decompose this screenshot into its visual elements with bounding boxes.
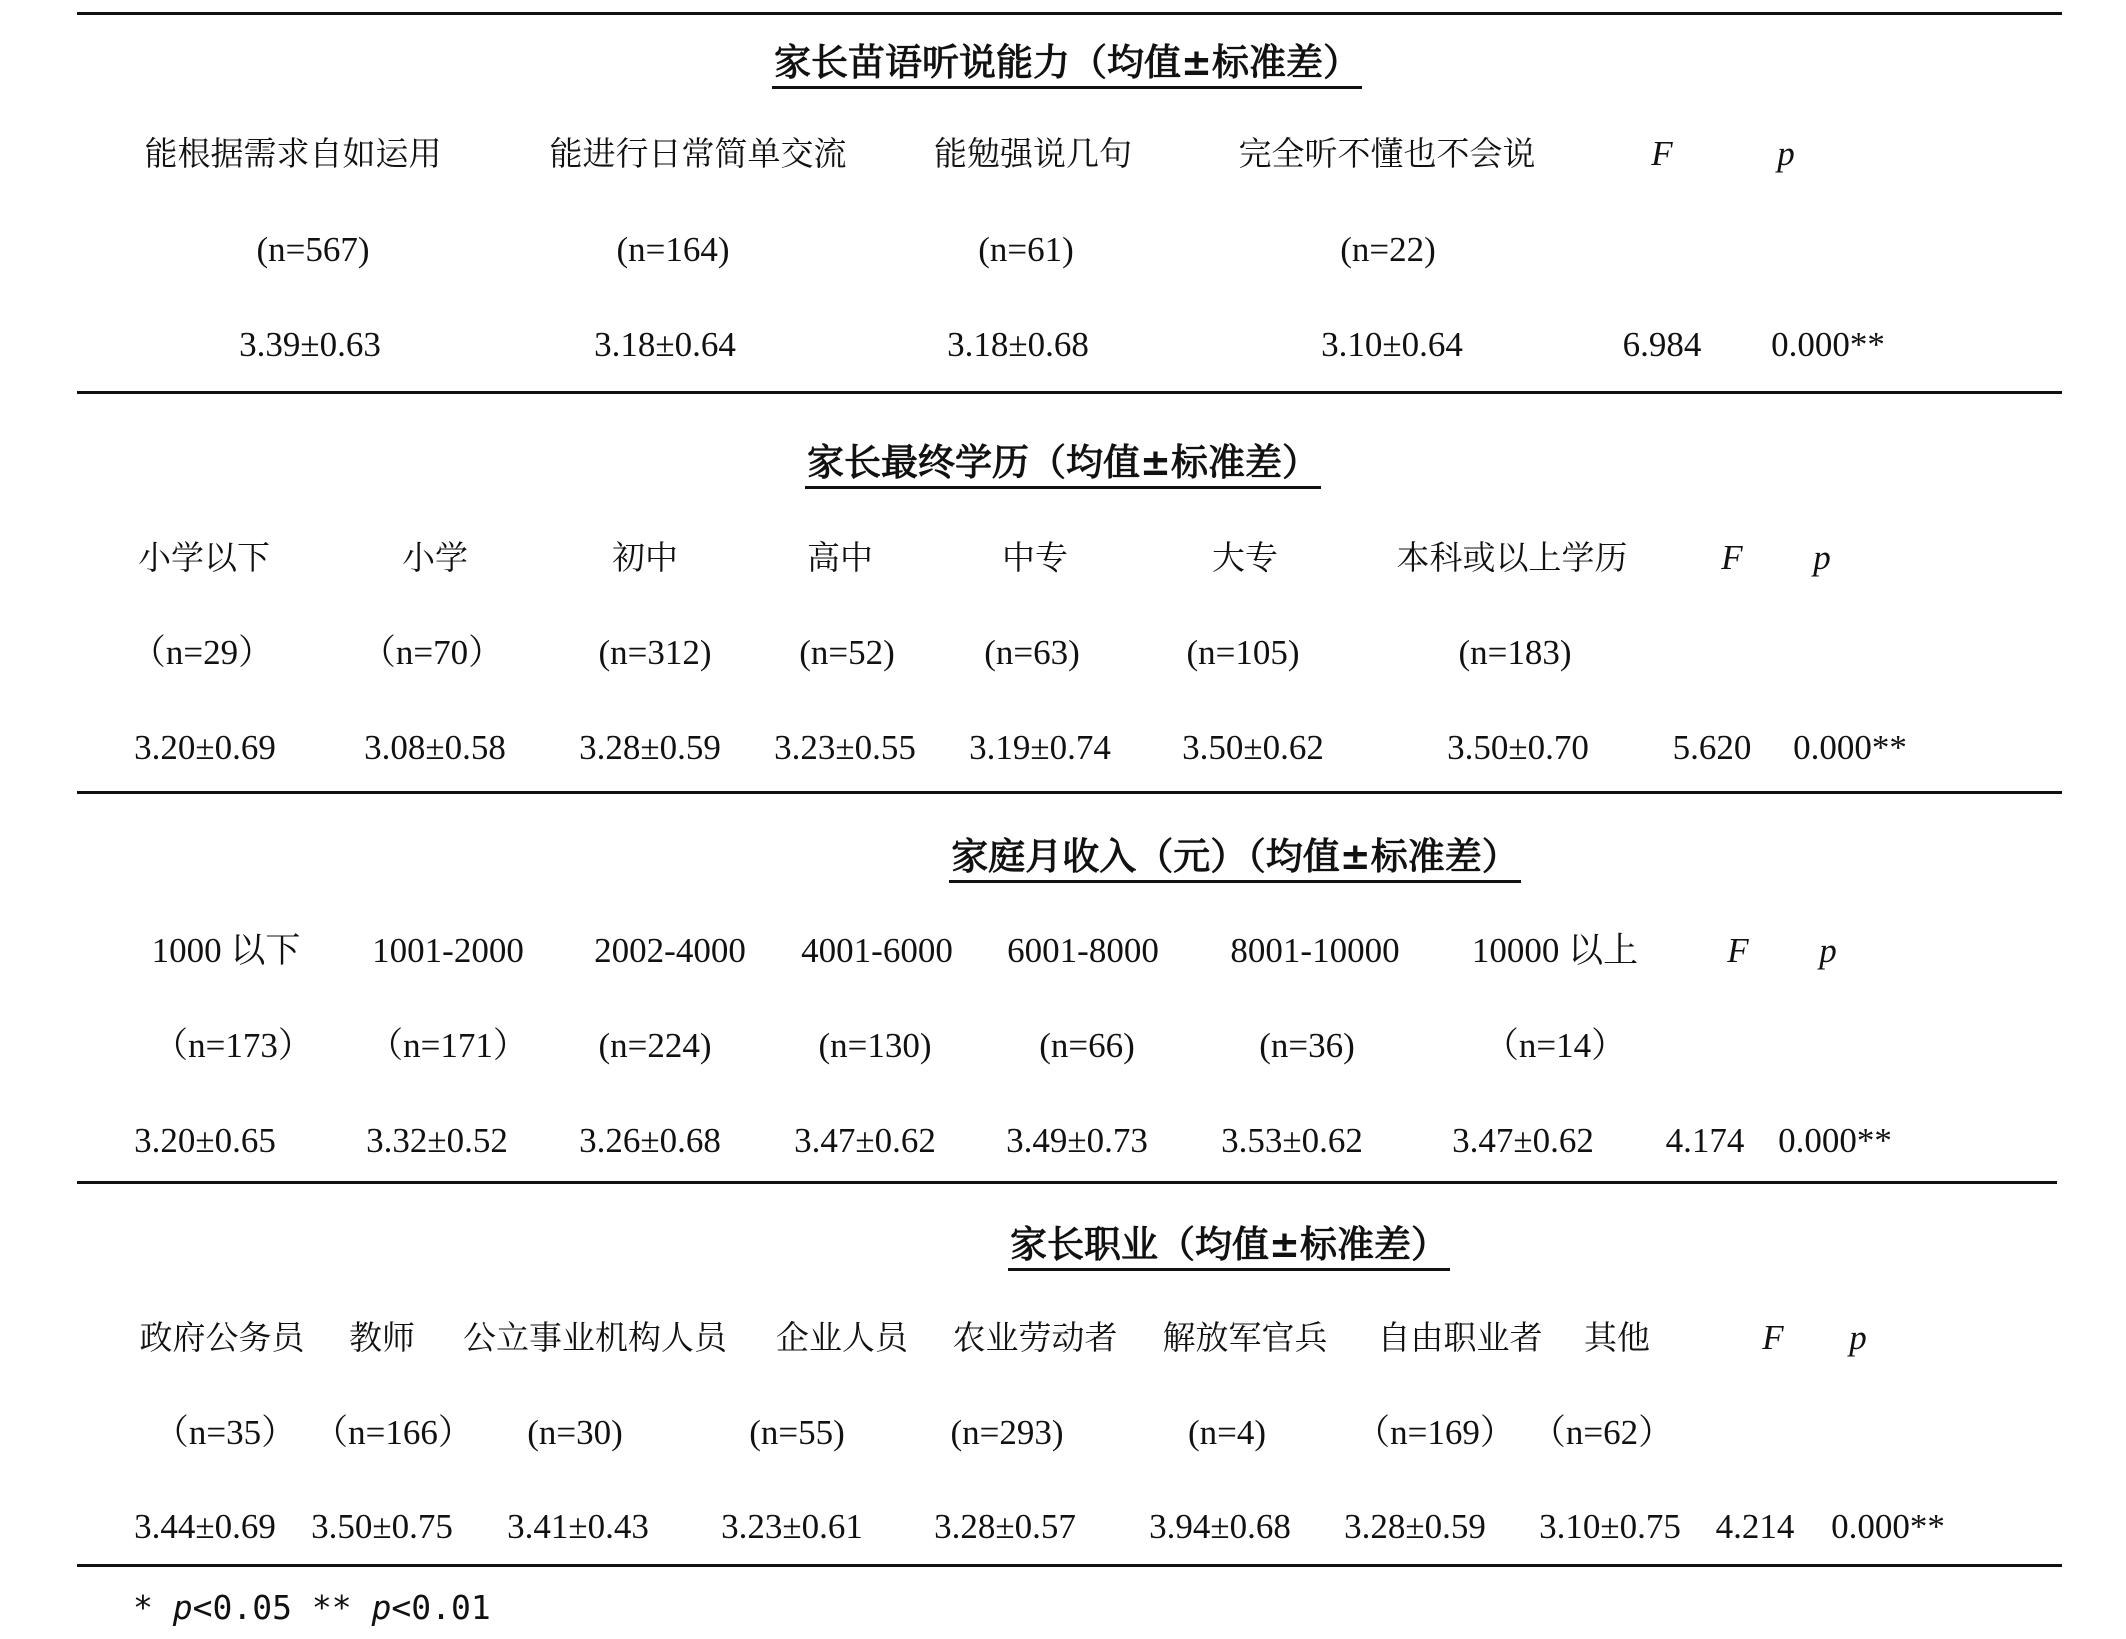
category-label: 政府公务员: [139, 1318, 305, 1357]
mean-sd-value: 3.32±0.52: [366, 1121, 508, 1160]
sample-size: (n=61): [978, 230, 1074, 269]
sample-size: （n=35）: [153, 1413, 297, 1452]
sample-size: （n=173）: [153, 1026, 313, 1065]
category-label: 教师: [349, 1318, 415, 1357]
p-value: 0.000**: [1771, 325, 1885, 364]
sample-size: (n=567): [256, 230, 370, 269]
mean-sd-value: 3.10±0.64: [1321, 325, 1463, 364]
mean-sd-value: 3.47±0.62: [794, 1121, 936, 1160]
sample-size: (n=4): [1187, 1413, 1267, 1452]
sample-size: (n=36): [1259, 1026, 1355, 1065]
category-label: 公立事业机构人员: [463, 1318, 727, 1357]
mean-sd-value: 3.94±0.68: [1149, 1507, 1291, 1546]
sample-size: （n=70）: [360, 633, 504, 672]
mean-sd-value: 3.28±0.59: [1344, 1507, 1486, 1546]
category-label: 完全听不懂也不会说: [1238, 134, 1536, 173]
sample-size: (n=66): [1039, 1026, 1135, 1065]
f-label: F: [1727, 931, 1749, 970]
mean-sd-value: 3.23±0.61: [721, 1507, 863, 1546]
sample-size: （n=14）: [1483, 1026, 1627, 1065]
mean-sd-value: 3.50±0.75: [311, 1507, 453, 1546]
category-label: 本科或以上学历: [1396, 538, 1628, 577]
section-title-education: 家长最终学历（均值±标准差）: [0, 440, 2126, 486]
category-label: 能根据需求自如运用: [144, 134, 442, 173]
mean-sd-value: 3.19±0.74: [969, 728, 1111, 767]
mean-sd-value: 3.47±0.62: [1452, 1121, 1594, 1160]
category-label: 能勉强说几句: [934, 134, 1132, 173]
sample-size: (n=130): [818, 1026, 932, 1065]
section-title-income: 家庭月收入（元）（均值±标准差）: [0, 834, 2126, 880]
mean-sd-value: 3.18±0.68: [947, 325, 1089, 364]
p-label: p: [1819, 931, 1837, 970]
category-label: 4001-6000: [801, 931, 953, 970]
mean-sd-value: 3.18±0.64: [594, 325, 736, 364]
mean-sd-value: 3.53±0.62: [1221, 1121, 1363, 1160]
category-label: 解放军官兵: [1162, 1318, 1328, 1357]
section-title-occupation: 家长职业（均值±标准差）: [0, 1222, 2126, 1268]
sample-size: (n=164): [616, 230, 730, 269]
significance-footnote: * p<0.05 ** p<0.01: [133, 1588, 491, 1627]
sample-size: (n=312): [598, 633, 712, 672]
category-label: 高中: [807, 538, 873, 577]
sample-size: (n=55): [749, 1413, 845, 1452]
mean-sd-value: 3.50±0.62: [1182, 728, 1324, 767]
category-label: 10000 以上: [1471, 931, 1639, 970]
sample-size: （n=62）: [1530, 1413, 1674, 1452]
f-value: 5.620: [1672, 728, 1752, 767]
mean-sd-value: 3.49±0.73: [1006, 1121, 1148, 1160]
mean-sd-value: 3.50±0.70: [1447, 728, 1589, 767]
mean-sd-value: 3.10±0.75: [1539, 1507, 1681, 1546]
mean-sd-value: 3.20±0.65: [134, 1121, 276, 1160]
mean-sd-value: 3.41±0.43: [507, 1507, 649, 1546]
sample-size: （n=169）: [1355, 1413, 1515, 1452]
p-value: 0.000**: [1778, 1121, 1892, 1160]
f-label: F: [1651, 134, 1673, 173]
sample-size: (n=224): [598, 1026, 712, 1065]
f-label: F: [1762, 1318, 1784, 1357]
category-label: 农业劳动者: [952, 1318, 1118, 1357]
sample-size: (n=183): [1458, 633, 1572, 672]
section-title-language: 家长苗语听说能力（均值±标准差）: [0, 40, 2126, 86]
category-label: 企业人员: [776, 1318, 908, 1357]
category-label: 中专: [1002, 538, 1068, 577]
sample-size: (n=105): [1186, 633, 1300, 672]
category-label: 小学以下: [138, 538, 270, 577]
mean-sd-value: 3.44±0.69: [134, 1507, 276, 1546]
sample-size: (n=22): [1340, 230, 1436, 269]
mean-sd-value: 3.28±0.59: [579, 728, 721, 767]
category-label: 6001-8000: [1007, 931, 1159, 970]
section-divider-1: [77, 391, 2062, 394]
mean-sd-value: 3.26±0.68: [579, 1121, 721, 1160]
sample-size: （n=29）: [130, 633, 274, 672]
category-label: 大专: [1212, 538, 1278, 577]
p-value: 0.000**: [1793, 728, 1907, 767]
section-divider-2: [77, 791, 2062, 794]
mean-sd-value: 3.23±0.55: [774, 728, 916, 767]
category-label: 8001-10000: [1230, 931, 1400, 970]
mean-sd-value: 3.39±0.63: [239, 325, 381, 364]
category-label: 其他: [1584, 1318, 1650, 1357]
f-value: 4.214: [1715, 1507, 1795, 1546]
category-label: 2002-4000: [594, 931, 746, 970]
mean-sd-value: 3.08±0.58: [364, 728, 506, 767]
table-bottom-rule: [77, 1564, 2062, 1567]
sample-size: (n=63): [984, 633, 1080, 672]
category-label: 初中: [612, 538, 678, 577]
p-label: p: [1777, 134, 1795, 173]
f-value: 6.984: [1622, 325, 1702, 364]
f-value: 4.174: [1665, 1121, 1745, 1160]
sample-size: （n=171）: [368, 1026, 528, 1065]
mean-sd-value: 3.20±0.69: [134, 728, 276, 767]
p-label: p: [1849, 1318, 1867, 1357]
category-label: 自由职业者: [1377, 1318, 1543, 1357]
category-label: 小学: [402, 538, 468, 577]
f-label: F: [1721, 538, 1743, 577]
table-top-rule: [77, 12, 2062, 15]
category-label: 能进行日常简单交流: [549, 134, 847, 173]
sample-size: （n=166）: [313, 1413, 473, 1452]
sample-size: (n=30): [527, 1413, 623, 1452]
category-label: 1000 以下: [151, 931, 301, 970]
p-label: p: [1813, 538, 1831, 577]
p-value: 0.000**: [1831, 1507, 1945, 1546]
mean-sd-value: 3.28±0.57: [934, 1507, 1076, 1546]
sample-size: (n=52): [799, 633, 895, 672]
category-label: 1001-2000: [372, 931, 524, 970]
section-divider-3: [77, 1181, 2057, 1184]
sample-size: (n=293): [950, 1413, 1064, 1452]
